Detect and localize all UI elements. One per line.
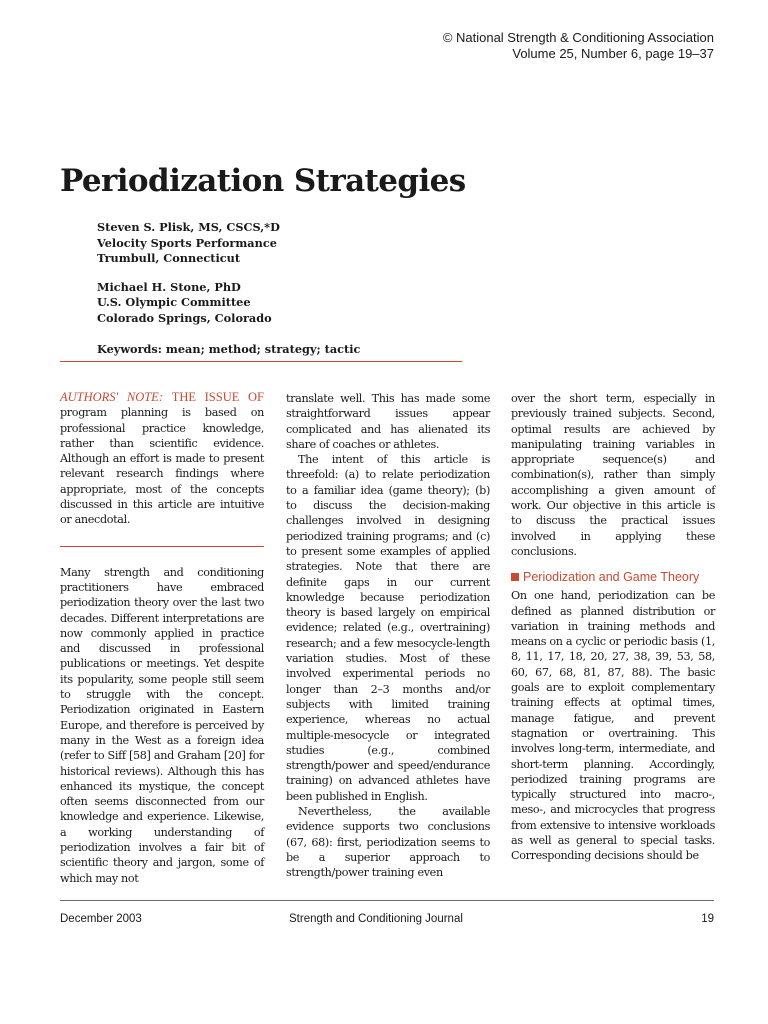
footer-divider xyxy=(60,900,714,901)
footer-date: December 2003 xyxy=(60,913,142,925)
column-2 xyxy=(286,391,490,881)
col2-paragraph-3: Nevertheless, the available evidence supports two conclusions (67, 68): first, periodization seems to be a superior approach to strength/power training even xyxy=(286,805,490,880)
authors-note-lead: THE ISSUE OF xyxy=(171,390,264,404)
author-1-affiliation: Velocity Sports Performance xyxy=(97,235,277,250)
author-2-location: Colorado Springs, Colorado xyxy=(97,310,272,325)
copyright-line: © National Strength & Conditioning Association xyxy=(442,30,714,45)
author-2-name: Michael H. Stone, PhD xyxy=(97,279,241,294)
author-2-affiliation: U.S. Olympic Committee xyxy=(97,295,251,310)
section-square-icon xyxy=(511,573,519,581)
authors-note-label: AUTHORS' NOTE: xyxy=(60,390,163,404)
section-heading-text: Periodization and Game Theory xyxy=(523,570,700,585)
author-1-name: Steven S. Plisk, MS, CSCS,*D xyxy=(97,220,280,234)
column-3 xyxy=(511,391,715,864)
intro-paragraph: Many strength and conditioning practitioners have embraced periodization theory over the last two decades. Different interpretations are now commonly applied in practice and discussed in professional publications or meetings. Yet despite its popularity, some people still seem to struggle with the concept. Periodization originated in Eastern Europe, and therefore is perceived by many in the West as a foreign idea (refer to Siff [58] and Graham [20] for historical reviews). Although this has enhanced its mystique, the concept often seems disconnected from our knowledge and experience. Likewise, a working understanding of periodization involves a fair bit of scientific theory and jargon, some of which may not xyxy=(60,565,264,885)
volume-line: Volume 25, Number 6, page 19–37 xyxy=(512,46,714,61)
footer-journal: Strength and Conditioning Journal xyxy=(289,913,463,925)
journal-header xyxy=(443,30,714,62)
authors-note-text: program planning is based on professional practice knowledge, rather than scientific evidence. Although an effort is made to present relevant research findings where appropriate, most of the concepts discussed in this article are intuitive or anecdotal. xyxy=(60,406,264,527)
author-1-location: Trumbull, Connecticut xyxy=(97,251,241,266)
header-divider xyxy=(60,361,462,362)
col3-paragraph-2: On one hand, periodization can be defined as planned distribution or variation in training methods and means on a cyclic or periodic basis (1, 8, 11, 17, 18, 20, 27, 38, 39, 53, 58, 60, 67, 68, 81, 87, 88). The basic goals are to exploit complementary training effects at optimal times, manage fatigue, and prevent stagnation or overtraining. This involves long-term, intermediate, and short-term planning. Accordingly, periodized training programs are typically structured into macro-, meso-, and microcycles that progress from extensive to intensive workloads as well as general to special tasks. Corresponding decisions should be xyxy=(511,589,715,863)
col2-paragraph-1: translate well. This has made some straightforward issues appear complicated and has alienated its share of coaches or athletes. xyxy=(286,392,490,451)
article-title: Periodization Strategies xyxy=(60,163,466,199)
authors-note xyxy=(60,390,264,528)
section-heading xyxy=(511,570,715,585)
col3-paragraph-1: over the short term, especially in previously trained subjects. Second, optimal results are achieved by manipulating training variables in appropriate sequence(s) and combination(s), rather than simply accomplishing a given amount of work. Our objective in this article is to discuss the practical issues involved in applying these conclusions. xyxy=(511,392,715,558)
authors-note-divider xyxy=(60,546,264,547)
author-block xyxy=(97,220,280,327)
col2-paragraph-2: The intent of this article is threefold: (a) to relate periodization to a familiar idea (game theory); (b) to discuss the decision-making challenges involved in designing periodized training programs; and (c) to present some examples of applied strategies. Note that there are definite gaps in our current knowledge because periodization theory is based largely on empirical evidence; related (e.g., overtraining) research; and a few mesocycle-length variation studies. Most of these involved experimental periods no longer than 2–3 months and/or subjects with limited training experience, whereas no actual multiple-mesocycle or integrated studies (e.g., combined strength/power and speed/endurance training) on advanced athletes have been published in English. xyxy=(286,453,490,803)
keywords: Keywords: mean; method; strategy; tactic xyxy=(97,342,361,356)
page-number: 19 xyxy=(701,913,714,925)
column-1 xyxy=(60,390,264,886)
